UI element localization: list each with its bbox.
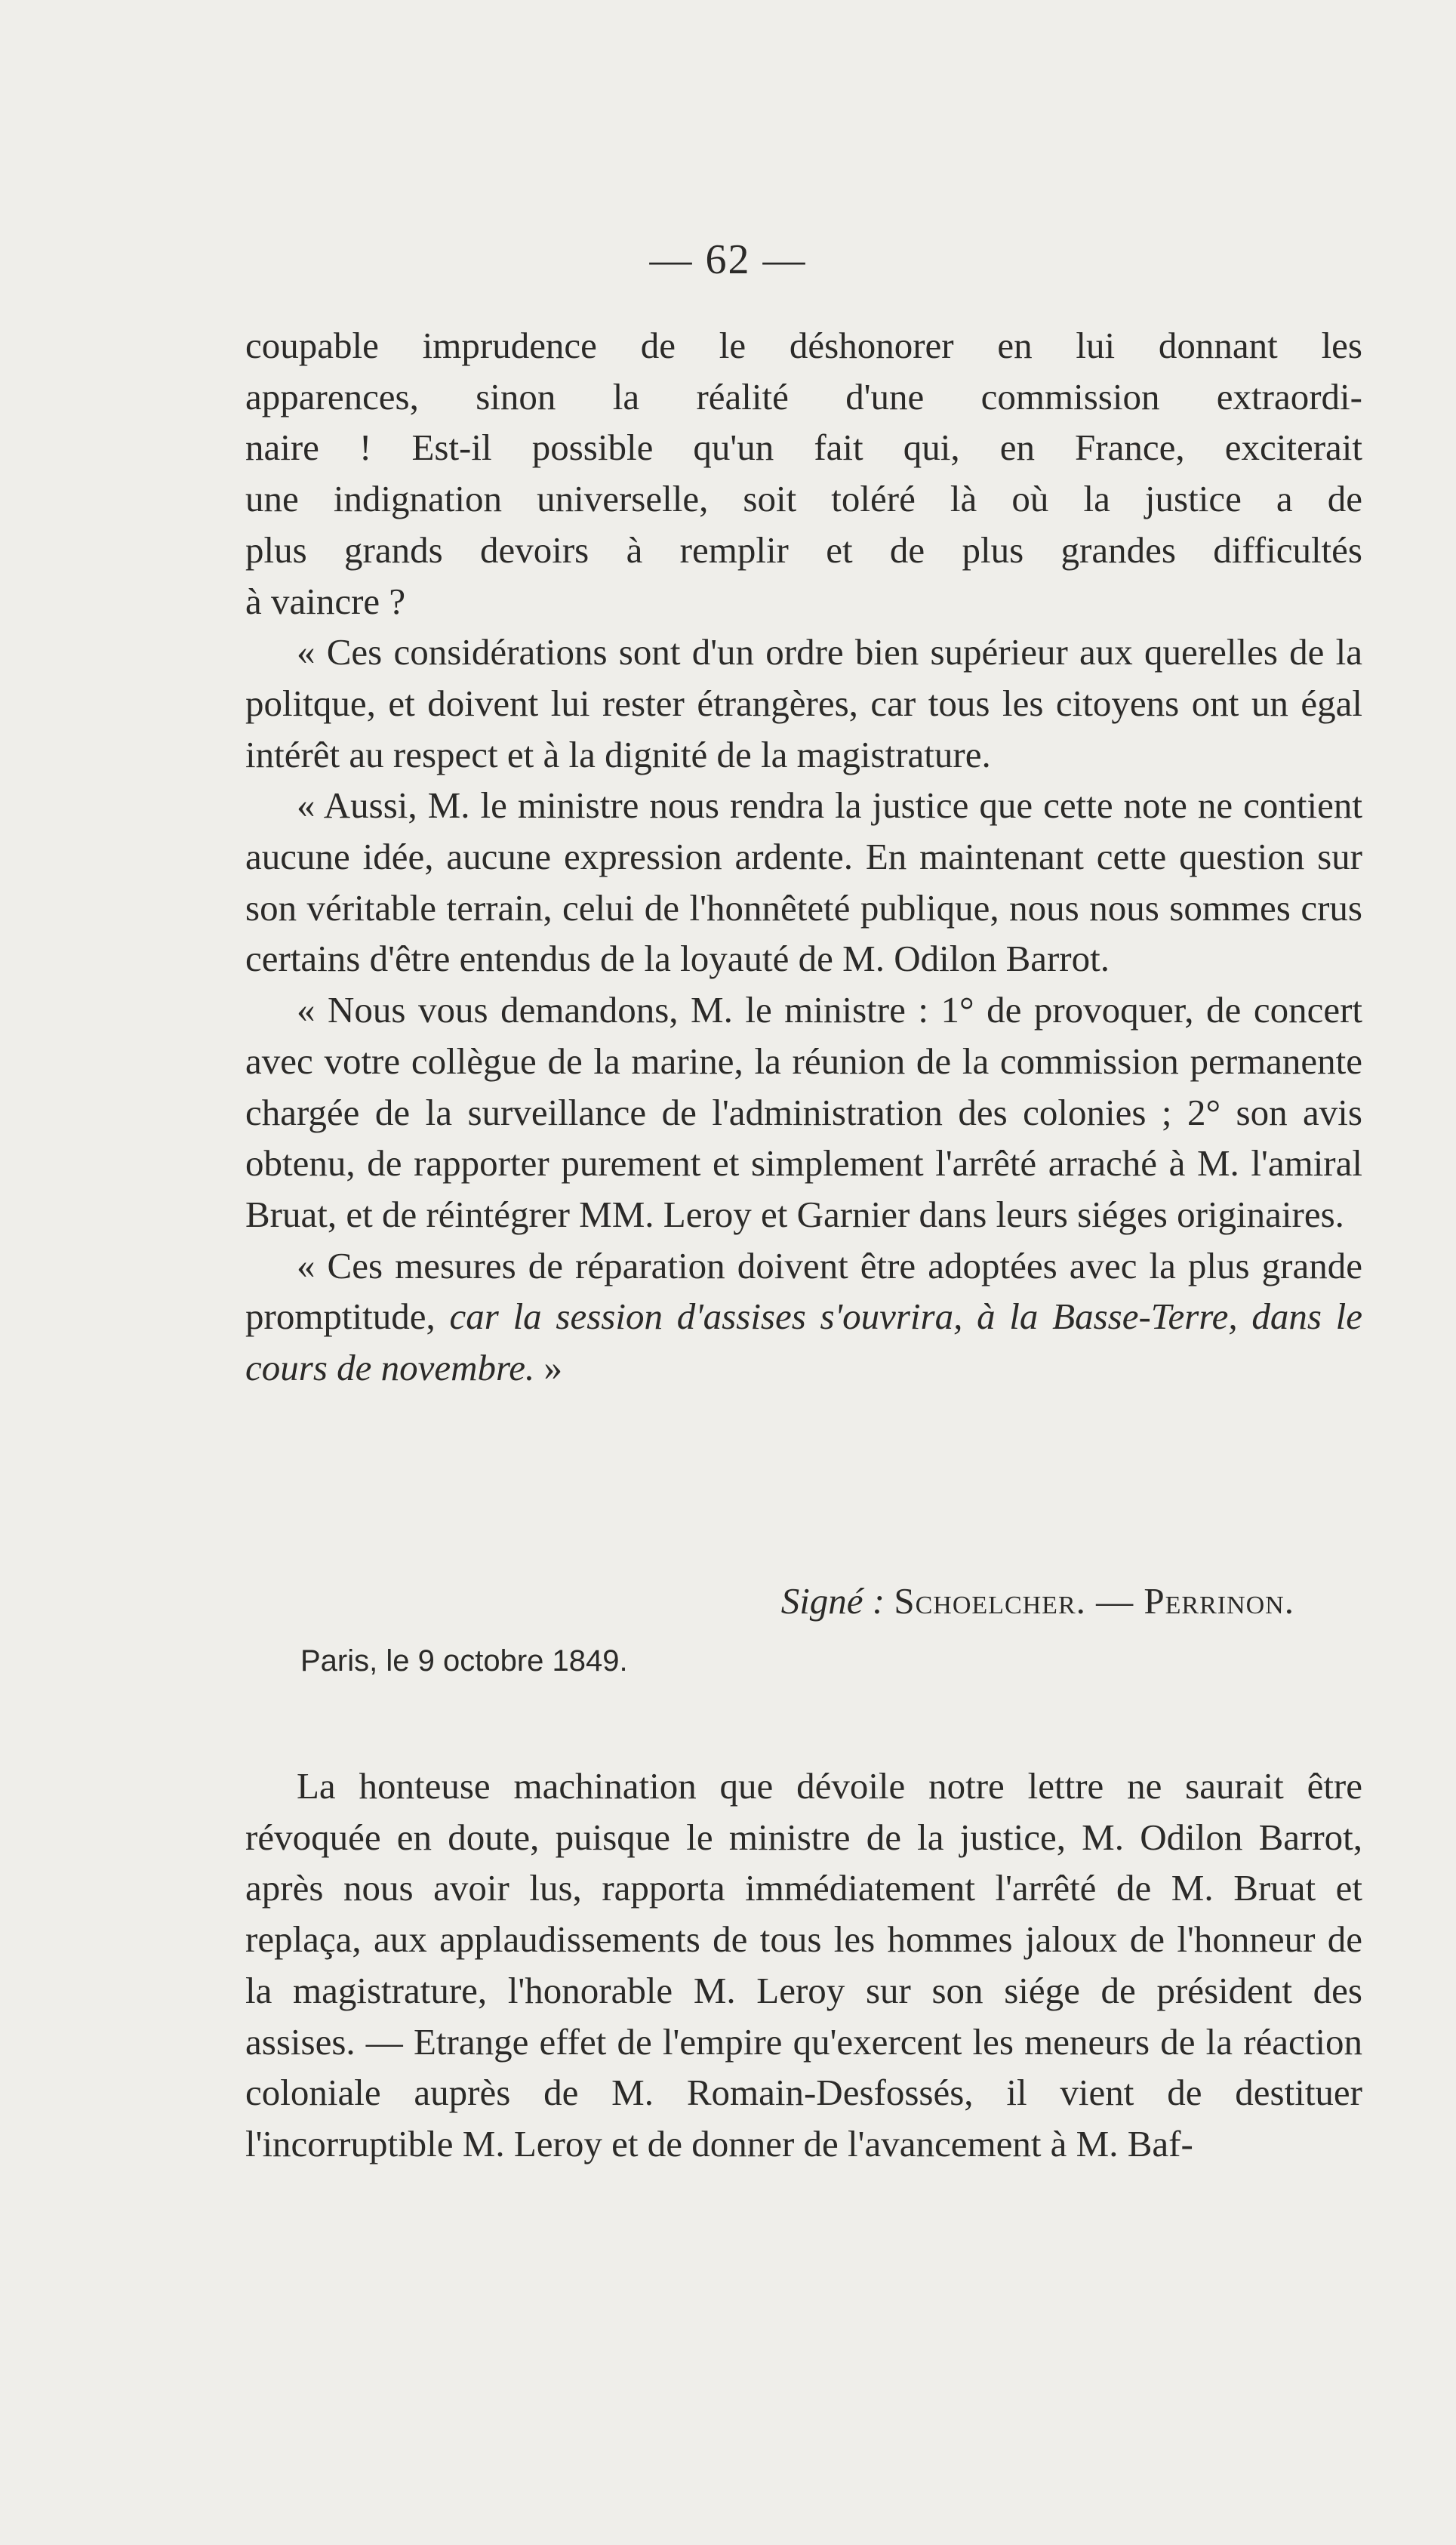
letter-body [245, 320, 1362, 1394]
paragraph-2: « Ces considérations sont d'un ordre bien supérieur aux querelles de la politque, et doivent lui rester étrangères, car tous les citoyens ont un égal intérêt au respect et à la dignité de la magistrature. [245, 631, 1362, 775]
paragraph-4: « Nous vous demandons, M. le ministre : 1° de provoquer, de concert avec votre collègue de la marine, la réunion de la commission permanente chargée de la surveillance de l'administration des colonies ; 2° son avis obtenu, de rapporter purement et simplement l'arrêté arraché à M. l'amiral Bruat, et de réintégrer MM. Leroy et Garnier dans leurs siéges originaires. [245, 989, 1362, 1235]
signature-names: Schoelcher. — Perrinon. [894, 1580, 1294, 1622]
text-line: une indignation universelle, soit toléré là où la justice a de [245, 478, 1362, 520]
text-line: coupable imprudence de le déshonorer en lui donnant les [245, 325, 1362, 366]
text-line: à vaincre ? [245, 580, 406, 622]
signature-line [0, 1579, 1294, 1622]
paragraph-5 [245, 1240, 1362, 1394]
signature-label: Signé : [780, 1580, 885, 1622]
paragraph-6: La honteuse machination que dévoile notre lettre ne saurait être révoquée en doute, puisque le ministre de la justice, M. Odilon Barrot, après nous avoir lus, rapporta immédiatement l'arrêté de M. Bruat et replaça, aux applaudissements de tous les hommes jaloux de l'honneur de la magistrature, l'honorable M. Leroy sur son siége de président des assises. — Etrange effet de l'empire qu'exercent les meneurs de la réaction coloniale auprès de M. Romain-Desfossés, il vient de destituer l'incorruptible M. Leroy et de donner de l'avancement à M. Baf- [245, 1765, 1362, 2164]
paragraph-5-text: « Ces mesures de réparation doivent être adoptées avec la plus grande promptitude, [245, 1244, 1362, 1338]
text-line: plus grands devoirs à remplir et de plus grandes difficultés [245, 528, 1362, 571]
text-line: apparences, sinon la réalité d'une commission extraordi- [245, 375, 1362, 417]
text-line: naire ! Est-il possible qu'un fait qui, en France, exciterait [245, 427, 1362, 469]
paragraph-3: « Aussi, M. le ministre nous rendra la justice que cette note ne contient aucune idée, aucune expression ardente. En maintenant cette question sur son véritable terrain, celui de l'honnêteté publique, nous nous sommes crus certains d'être entendus de la loyauté de M. Odilon Barrot. [245, 784, 1362, 980]
page-number: — 62 — [649, 236, 807, 283]
place-date: Paris, le 9 octobre 1849. [300, 1644, 628, 1678]
paragraph-5-end: » [534, 1347, 563, 1389]
paragraph-5-italic: car la session d'assises s'ouvrira, à la Basse-Terre, dans le cours de novembre. [245, 1296, 1362, 1389]
paragraph-1 [245, 320, 1362, 627]
commentary-body [245, 1761, 1362, 2170]
